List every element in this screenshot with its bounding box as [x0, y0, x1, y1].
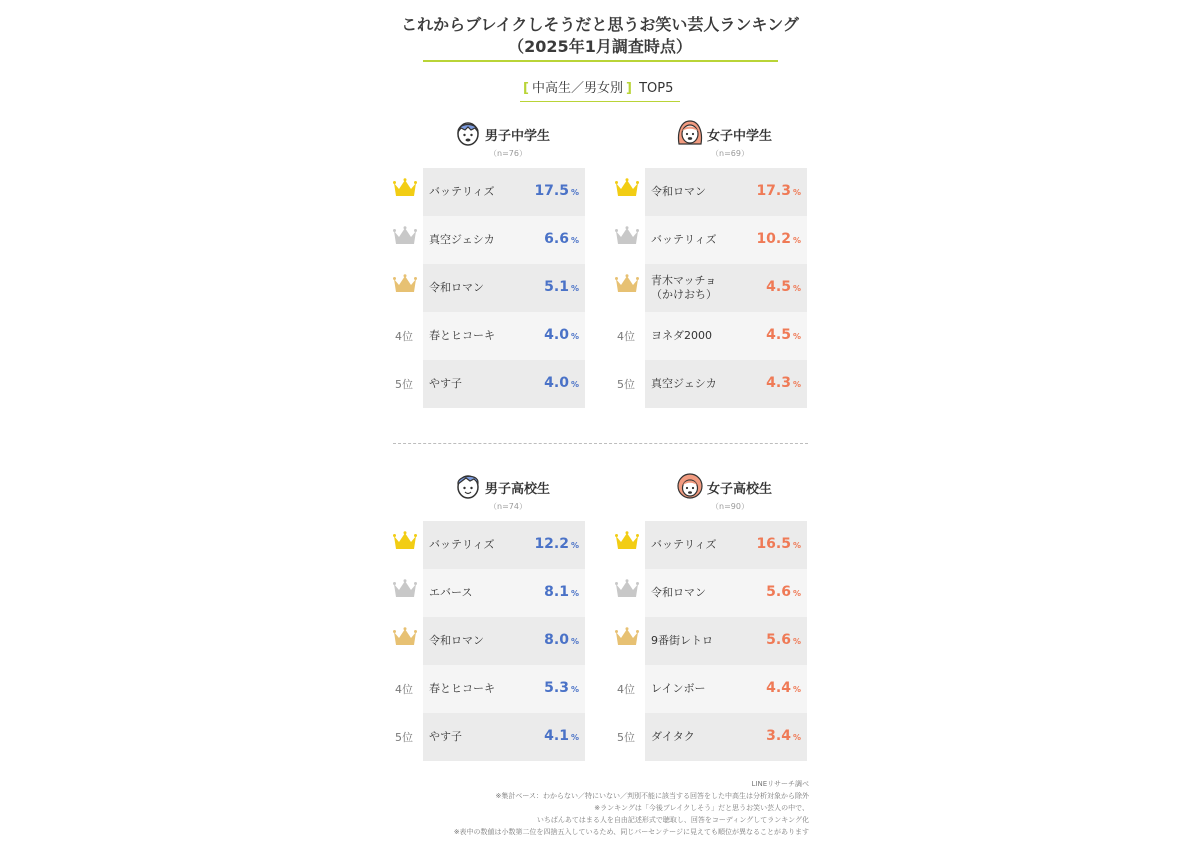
percent-unit: %	[792, 284, 801, 293]
percent-unit: %	[792, 637, 801, 646]
percent-unit: %	[792, 380, 801, 389]
percentage-value	[766, 375, 801, 391]
comedian-name: エバース	[429, 586, 473, 599]
value-number: 8.1	[544, 584, 569, 600]
footnote: ※集計ベース：わからない／特にいない／判別不能に該当する回答をした中高生は分析対象から除外	[495, 792, 809, 800]
value-number: 6.6	[544, 231, 569, 247]
comedian-name: 青木マッチョ （かけおち）	[651, 274, 717, 301]
ranking-cell	[645, 617, 807, 665]
value-number: 4.0	[544, 327, 569, 343]
rank-label: 4位	[617, 330, 635, 343]
ranking-cell	[423, 360, 585, 408]
percentage-value	[766, 327, 801, 343]
rank-cell	[615, 360, 645, 408]
ranking-row	[615, 569, 837, 617]
ranking-cell	[423, 216, 585, 264]
subtitle-main: 中高生／男女別	[531, 81, 623, 96]
boy-face-icon	[455, 118, 481, 146]
rank-cell	[393, 264, 423, 312]
ranking-row	[615, 713, 837, 761]
rank-cell	[615, 312, 645, 360]
ranking-cell	[423, 713, 585, 761]
subtitle-top: TOP5	[639, 81, 674, 96]
percentage-value	[766, 584, 801, 600]
rank-cell	[393, 617, 423, 665]
percent-unit: %	[570, 685, 579, 694]
ranking-cell	[645, 521, 807, 569]
comedian-name: バッテリィズ	[651, 538, 717, 551]
ranking-row	[615, 168, 837, 216]
percent-unit: %	[570, 380, 579, 389]
ranking-row	[615, 617, 837, 665]
comedian-name: やす子	[429, 730, 462, 743]
percentage-value	[756, 183, 801, 199]
value-number: 16.5	[756, 536, 791, 552]
value-number: 4.5	[766, 279, 791, 295]
ranking-cell	[645, 312, 807, 360]
panel-title: 女子高校生	[707, 482, 773, 497]
comedian-name: 真空ジェシカ	[429, 233, 495, 246]
rank-label: 5位	[617, 378, 635, 391]
percent-unit: %	[570, 589, 579, 598]
comedian-name: レインボー	[651, 682, 706, 695]
rank-cell	[615, 264, 645, 312]
ranking-cell	[423, 521, 585, 569]
rank-label: 4位	[395, 683, 413, 696]
rank-cell	[615, 569, 645, 617]
percentage-value	[544, 375, 579, 391]
ranking-row	[393, 360, 615, 408]
ranking-row	[615, 312, 837, 360]
boy-face-icon	[455, 471, 481, 499]
source-note: LINEリサーチ調べ	[751, 780, 809, 788]
footnote: いちばんあてはまる人を自由記述形式で聴取し、回答をコーディングしてランキング化	[536, 816, 809, 824]
comedian-name: バッテリィズ	[651, 233, 717, 246]
value-number: 3.4	[766, 728, 791, 744]
ranking-cell	[423, 264, 585, 312]
comedian-name: 令和ロマン	[651, 185, 706, 198]
ranking-cell	[423, 617, 585, 665]
rank-cell	[393, 312, 423, 360]
ranking-cell	[423, 569, 585, 617]
percentage-value	[766, 680, 801, 696]
comedian-name: 真空ジェシカ	[651, 377, 717, 390]
value-number: 4.3	[766, 375, 791, 391]
subtitle-bracket-open: [	[523, 81, 529, 96]
ranking-row	[393, 521, 615, 569]
value-number: 4.4	[766, 680, 791, 696]
sample-size: （n=69）	[711, 149, 749, 158]
value-number: 4.1	[544, 728, 569, 744]
rank-cell	[615, 617, 645, 665]
comedian-name: バッテリィズ	[429, 185, 495, 198]
girl-face-icon	[677, 118, 703, 146]
percentage-value	[534, 183, 579, 199]
value-number: 4.0	[544, 375, 569, 391]
rank-cell	[615, 521, 645, 569]
rank-cell	[393, 216, 423, 264]
comedian-name: 令和ロマン	[429, 281, 484, 294]
rank-cell	[393, 521, 423, 569]
ranking-cell	[423, 312, 585, 360]
rank-cell	[393, 360, 423, 408]
comedian-name: 令和ロマン	[651, 586, 706, 599]
percentage-value	[544, 680, 579, 696]
ranking-row	[393, 168, 615, 216]
rank-cell	[615, 665, 645, 713]
percentage-value	[756, 536, 801, 552]
percent-unit: %	[570, 541, 579, 550]
panel-title: 男子中学生	[485, 129, 551, 144]
chart-title	[400, 14, 800, 58]
percent-unit: %	[570, 284, 579, 293]
ranking-row	[615, 216, 837, 264]
value-number: 5.6	[766, 632, 791, 648]
subtitle	[520, 79, 673, 99]
ranking-cell	[645, 713, 807, 761]
percent-unit: %	[570, 733, 579, 742]
value-number: 17.5	[534, 183, 569, 199]
rank-cell	[615, 713, 645, 761]
rank-label: 4位	[395, 330, 413, 343]
value-number: 5.6	[766, 584, 791, 600]
ranking-row	[393, 312, 615, 360]
panel-header	[615, 471, 845, 511]
percentage-value	[544, 231, 579, 247]
ranking-cell	[645, 168, 807, 216]
title-line-2: （2025年1月調査時点）	[508, 37, 692, 56]
rank-label: 5位	[617, 731, 635, 744]
footnotes	[454, 778, 809, 838]
rank-cell	[393, 569, 423, 617]
value-number: 8.0	[544, 632, 569, 648]
value-number: 5.3	[544, 680, 569, 696]
girl-face-icon	[677, 471, 703, 499]
panel-title: 女子中学生	[707, 129, 773, 144]
percent-unit: %	[792, 188, 801, 197]
percent-unit: %	[792, 733, 801, 742]
title-underline	[423, 60, 778, 62]
ranking-cell	[645, 216, 807, 264]
comedian-name: ヨネダ2000	[651, 329, 712, 342]
ranking-row	[393, 617, 615, 665]
sample-size: （n=74）	[489, 502, 527, 511]
value-number: 5.1	[544, 279, 569, 295]
ranking-row	[393, 665, 615, 713]
section-divider	[393, 443, 808, 444]
comedian-name: 春とヒコーキ	[429, 329, 495, 342]
panel-header	[393, 118, 623, 158]
percentage-value	[766, 632, 801, 648]
percentage-value	[544, 279, 579, 295]
percentage-value	[544, 327, 579, 343]
footnote: ※ランキングは「今後ブレイクしそう」だと思うお笑い芸人の中で、	[594, 804, 809, 812]
percent-unit: %	[570, 332, 579, 341]
comedian-name: 令和ロマン	[429, 634, 484, 647]
comedian-name: ダイタク	[651, 730, 695, 743]
percent-unit: %	[792, 332, 801, 341]
panel-header	[393, 471, 623, 511]
rank-cell	[615, 168, 645, 216]
ranking-cell	[645, 264, 807, 312]
value-number: 4.5	[766, 327, 791, 343]
ranking-row	[393, 216, 615, 264]
rank-cell	[393, 168, 423, 216]
rank-cell	[393, 713, 423, 761]
value-number: 10.2	[756, 231, 791, 247]
comedian-name: 9番街レトロ	[651, 634, 713, 647]
percent-unit: %	[792, 685, 801, 694]
ranking-row	[393, 713, 615, 761]
value-number: 12.2	[534, 536, 569, 552]
ranking-row	[393, 264, 615, 312]
percent-unit: %	[570, 188, 579, 197]
ranking-cell	[645, 360, 807, 408]
ranking-row	[615, 264, 837, 312]
rank-cell	[393, 665, 423, 713]
sample-size: （n=76）	[489, 149, 527, 158]
comedian-name: やす子	[429, 377, 462, 390]
rank-label: 5位	[395, 378, 413, 391]
ranking-row	[615, 521, 837, 569]
percent-unit: %	[792, 541, 801, 550]
value-number: 17.3	[756, 183, 791, 199]
title-line-1: これからブレイクしそうだと思うお笑い芸人ランキング	[401, 15, 799, 34]
percentage-value	[756, 231, 801, 247]
ranking-row	[393, 569, 615, 617]
percent-unit: %	[792, 589, 801, 598]
ranking-cell	[645, 569, 807, 617]
ranking-cell	[645, 665, 807, 713]
percentage-value	[766, 728, 801, 744]
subtitle-underline	[520, 101, 680, 102]
percent-unit: %	[570, 236, 579, 245]
percentage-value	[544, 728, 579, 744]
rank-label: 4位	[617, 683, 635, 696]
panel-title: 男子高校生	[485, 482, 551, 497]
comedian-name: バッテリィズ	[429, 538, 495, 551]
subtitle-bracket-close: ]	[625, 81, 632, 96]
percentage-value	[534, 536, 579, 552]
rank-label: 5位	[395, 731, 413, 744]
percentage-value	[766, 279, 801, 295]
percent-unit: %	[792, 236, 801, 245]
ranking-cell	[423, 665, 585, 713]
rank-cell	[615, 216, 645, 264]
footnote: ※表中の数値は小数第二位を四捨五入しているため、同じパーセンテージに見えても順位が異なることがあります	[453, 828, 809, 836]
percentage-value	[544, 584, 579, 600]
panel-header	[615, 118, 845, 158]
ranking-row	[615, 665, 837, 713]
percent-unit: %	[570, 637, 579, 646]
sample-size: （n=90）	[711, 502, 749, 511]
ranking-row	[615, 360, 837, 408]
ranking-cell	[423, 168, 585, 216]
comedian-name: 春とヒコーキ	[429, 682, 495, 695]
percentage-value	[544, 632, 579, 648]
